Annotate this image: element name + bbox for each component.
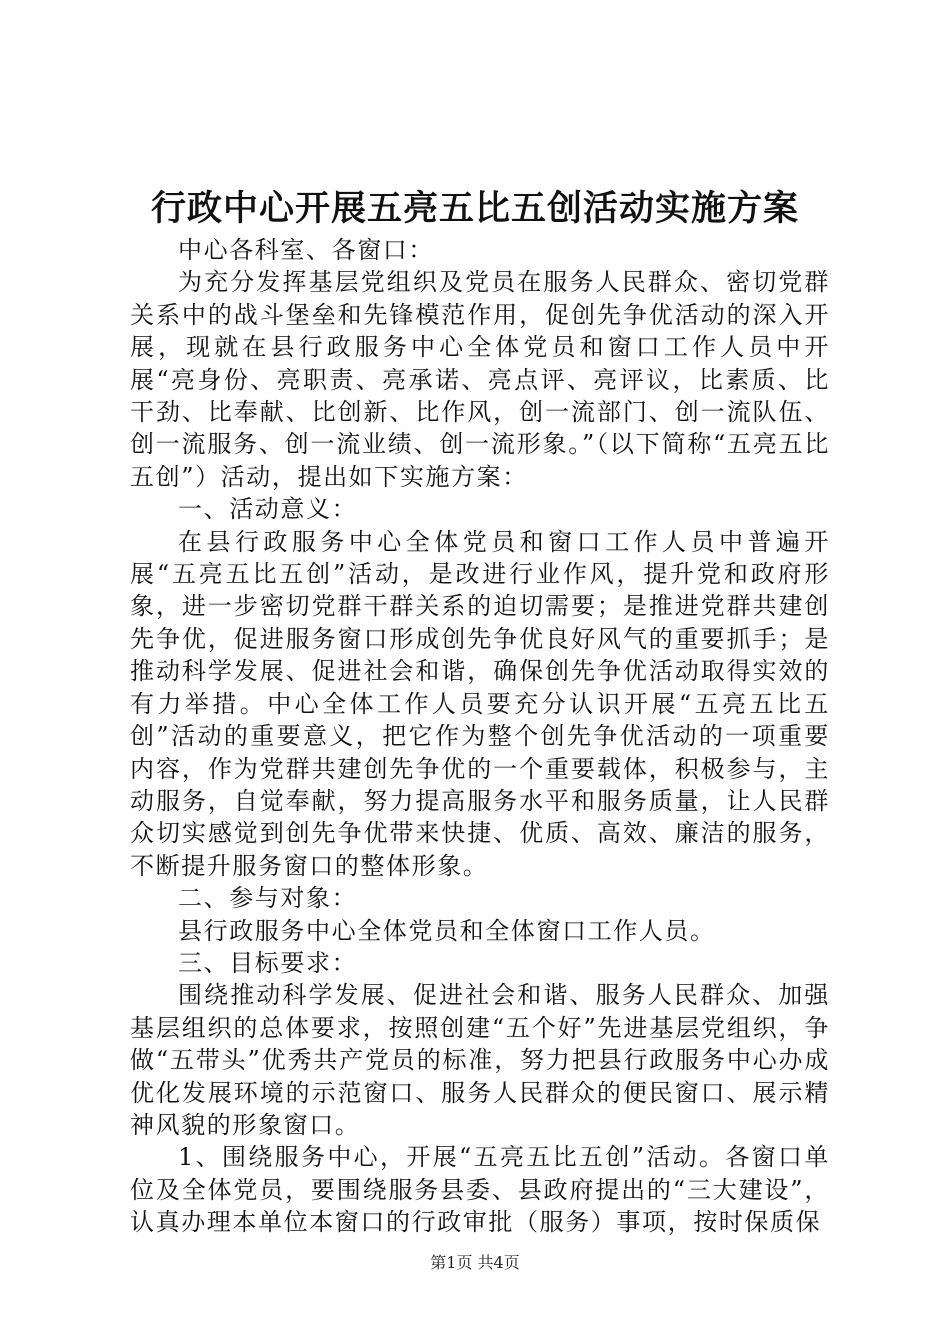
significance-paragraph: 在县行政服务中心全体党员和窗口工作人员中普遍开展“五亮五比五创”活动，是改进行业作风，提升党和政府形象，进一步密切党群干群关系的迫切需要；是推进党群共建创先争优，促进服务窗口形成创先争优良好风气的重要抓手；是推动科学发展、促进社会和谐，确保创先争优活动取得实效的有力举措。中心全体工作人员要充分认识开展“五亮五比五创”活动的重要意义，把它作为整个创先争优活动的一项重要内容，作为党群共建创先争优的一个重要载体，积极参与，主动服务，自觉奉献，努力提高服务水平和服务质量，让人民群众切实感觉到创先争优带来快捷、优质、高效、廉洁的服务，不断提升服务窗口的整体形象。 [130,527,830,880]
page-number-footer: 第1页 共4页 [430,1253,520,1272]
participants-paragraph: 县行政服务中心全体党员和全体窗口工作人员。 [178,916,716,945]
section-heading-goals: 三、目标要求： [178,948,358,977]
item-1-paragraph: 1、围绕服务中心，开展“五亮五比五创”活动。各窗口单位及全体党员，要围绕服务县委、县政府提出的“三大建设”，认真办理本单位本窗口的行政审批（服务）事项，按时保质保 [130,1143,830,1237]
document-title: 行政中心开展五亮五比五创活动实施方案 [150,188,799,229]
section-heading-participants: 二、参与对象： [178,884,358,913]
goals-paragraph: 围绕推动科学发展、促进社会和谐、服务人民群众、加强基层组织的总体要求，按照创建“五个好”先进基层党组织，争做“五带头”优秀共产党员的标准，努力把县行政服务中心办成优化发展环境的示范窗口、服务人民群众的便民窗口、展示精神风貌的形象窗口。 [130,981,830,1139]
intro-paragraph: 为充分发挥基层党组织及党员在服务人民群众、密切党群关系中的战斗堡垒和先锋模范作用，促创先争优活动的深入开展，现就在县行政服务中心全体党员和窗口工作人员中开展“亮身份、亮职责、亮承诺、亮点评、亮评议，比素质、比干劲、比奉献、比创新、比作风，创一流部门、创一流队伍、创一流服务、创一流业绩、创一流形象。”（以下简称“五亮五比五创”）活动，提出如下实施方案： [130,268,830,491]
salutation-paragraph: 中心各科室、各窗口： [178,236,434,264]
section-heading-significance: 一、活动意义： [178,495,358,524]
document-body [130,234,830,1239]
